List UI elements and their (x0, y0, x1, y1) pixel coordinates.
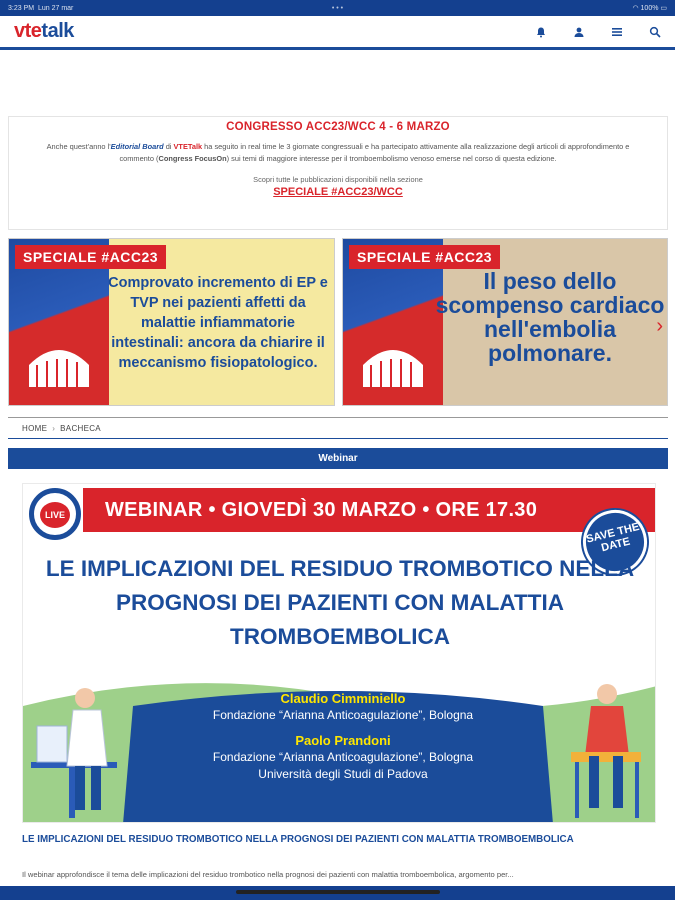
vtetalk-logo[interactable]: vtetalk (14, 20, 74, 42)
speaker-affiliation: Fondazione “Arianna Anticoagulazione”, Bologna (212, 708, 474, 722)
banner-tag: SPECIALE #ACC23 (349, 245, 500, 269)
congress-building-icon (357, 335, 429, 391)
battery-percent: 100% (640, 5, 659, 12)
banner-acc23-heart-failure[interactable] (342, 238, 668, 406)
congress-notice (8, 116, 668, 230)
poster-date-banner: WEBINAR • GIOVEDÌ 30 MARZO • ORE 17.30 (83, 488, 656, 532)
speaker-affiliation: Fondazione “Arianna Anticoagulazione”, Bologna (212, 750, 474, 764)
battery-icon: ▭ (660, 5, 668, 12)
search-icon[interactable] (649, 26, 661, 38)
speakers-block (183, 690, 503, 783)
notice-title: CONGRESSO ACC23/WCC 4 - 6 MARZO (226, 121, 450, 133)
status-date: Lun 27 mar (37, 4, 74, 12)
webinar-article-title[interactable]: LE IMPLICAZIONI DEL RESIDUO TROMBOTICO NELLA PROGNOSI DEI PAZIENTI CON MALATTIA TROMBOEMBOLICA (22, 834, 574, 845)
poster-title: LE IMPLICAZIONI DEL RESIDUO TROMBOTICO NELLA PROGNOSI DEI PAZIENTI CON MALATTIA TROMBOEMBOLICA (45, 556, 635, 649)
user-icon[interactable] (573, 26, 585, 38)
breadcrumb-home[interactable]: HOME (22, 423, 48, 433)
webinar-card[interactable] (8, 469, 668, 889)
breadcrumb-separator: › (52, 423, 56, 433)
speaker-name: Paolo Prandoni (295, 733, 391, 748)
bell-icon[interactable] (535, 26, 547, 38)
status-bar (0, 0, 675, 16)
breadcrumb (8, 417, 668, 439)
status-time: 3:23 PM (8, 4, 35, 12)
banner-headline: Il peso dello scompenso cardiaco nell'embolia polmonare. (435, 268, 665, 366)
notice-discover-text: Scopri tutte le pubblicazioni disponibili nella sezione (253, 175, 423, 184)
save-the-date-badge: SAVE THE DATE (576, 503, 654, 581)
banner-headline: Comprovato incremento di EP e TVP nei pazienti affetti da malattie infiammatorie intestinali: ancora da chiarire il meccanismo fisiopatologico. (108, 275, 328, 371)
chevron-right-icon[interactable]: › (656, 315, 663, 337)
live-badge-icon: LIVE (29, 488, 81, 540)
app-header (0, 16, 675, 50)
home-indicator[interactable] (236, 890, 440, 894)
banner-tag: SPECIALE #ACC23 (15, 245, 166, 269)
congress-building-icon (23, 335, 95, 391)
wifi-icon: ◠ (632, 5, 639, 12)
speciale-link[interactable]: SPECIALE #ACC23/WCC (273, 186, 403, 198)
speaker-affiliation: Università degli Studi di Padova (258, 767, 428, 781)
webinar-article-description: Il webinar approfondisce il tema delle implicazioni del residuo trombotico nella prognosi dei pazienti con malattia tromboembolica, argomento per... (22, 870, 514, 879)
menu-icon[interactable] (611, 26, 623, 38)
notice-body: Anche quest'anno l'Editorial Board di VTETalk ha seguito in real time le 3 giornate congressuali e ha partecipato attivamente alla realizzazione degli articoli di approfondimento e commento (Congress FocusOn) sui temi di maggiore interesse per il tromboembolismo venoso emerse nel corso di questa edizione. (46, 142, 630, 163)
status-dots: • • • (331, 4, 344, 12)
speaker-name: Claudio Cimminiello (280, 691, 406, 706)
breadcrumb-current: BACHECA (60, 423, 101, 433)
webinar-poster[interactable] (22, 483, 656, 823)
banner-acc23-ibd[interactable] (8, 238, 335, 406)
section-header-webinar: Webinar (8, 448, 668, 469)
